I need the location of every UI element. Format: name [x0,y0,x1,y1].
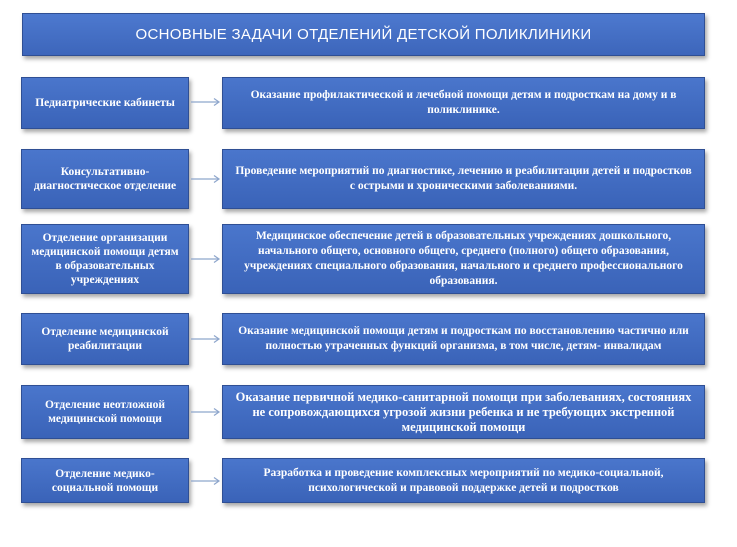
department-box-rehabilitation: Отделение медицинской реабилитации [21,313,189,365]
department-box-social: Отделение медико-социальной помощи [21,458,189,503]
task-box-social: Разработка и проведение комплексных мероприятий по медико-социальной, психологической и правовой поддержке детей и подростков [222,458,705,503]
arrow-right-icon [189,97,222,107]
diagram-title: ОСНОВНЫЕ ЗАДАЧИ ОТДЕЛЕНИЙ ДЕТСКОЙ ПОЛИКЛИНИКИ [22,13,705,56]
department-box-consultative: Консультативно-диагностическое отделение [21,149,189,209]
task-box-rehabilitation: Оказание медицинской помощи детям и подросткам по восстановлению частично или полностью утраченных функций организма, в том числе, детям- инвалидам [222,313,705,365]
department-box-pediatric: Педиатрические кабинеты [21,77,189,129]
arrow-right-icon [189,334,222,344]
task-box-pediatric: Оказание профилактической и лечебной помощи детям и подросткам на дому и в поликлинике. [222,77,705,129]
arrow-right-icon [189,407,222,417]
arrow-right-icon [189,174,222,184]
task-box-consultative: Проведение мероприятий по диагностике, лечению и реабилитации детей и подростков с острыми и хроническими заболеваниями. [222,149,705,209]
department-box-education: Отделение организации медицинской помощи детям в образовательных учреждениях [21,224,189,294]
task-box-emergency: Оказание первичной медико-санитарной помощи при заболеваниях, состояниях не сопровождающихся угрозой жизни ребенка и не требующих экстренной медицинской помощи [222,385,705,439]
arrow-right-icon [189,254,222,264]
department-box-emergency: Отделение неотложной медицинской помощи [21,385,189,439]
task-box-education: Медицинское обеспечение детей в образовательных учреждениях дошкольного, начального общего, основного общего, среднего (полного) общего образования, учреждениях специального образования, начального и среднего профессионального образования. [222,224,705,294]
arrow-right-icon [189,476,222,486]
